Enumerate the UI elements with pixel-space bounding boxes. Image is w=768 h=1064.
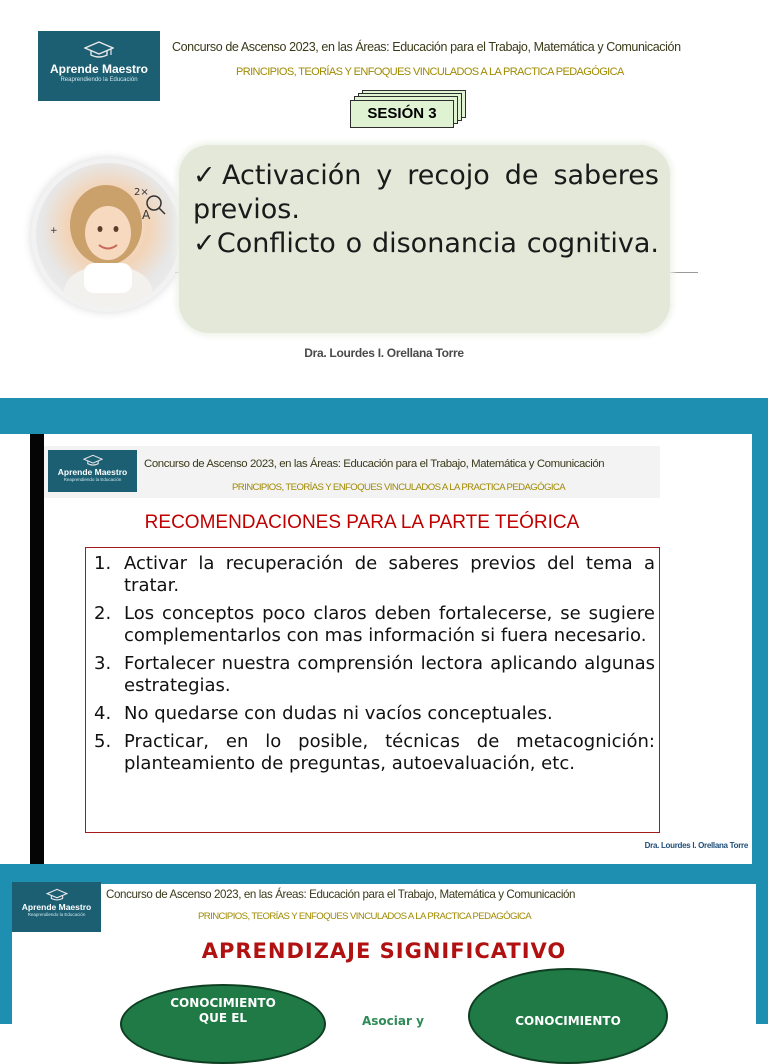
list-item: [94, 731, 655, 775]
separator-band: [0, 398, 768, 434]
left-concept-text: CONOCIMIENTO QUE EL: [170, 996, 276, 1025]
item-text: Practicar, en lo posible, técnicas de metacognición: planteamiento de preguntas, autoevaluación, etc.: [124, 731, 655, 774]
logo: [48, 450, 137, 492]
author-name: Dra. Lourdes I. Orellana Torre: [644, 841, 748, 850]
item-number: 1.: [94, 553, 112, 574]
divider-right: [668, 272, 698, 273]
slide-1: [0, 0, 768, 398]
objective-item: ✓Conflicto o disonancia cognitiva.: [193, 228, 659, 259]
slide-3: [0, 864, 768, 1028]
student-photo: [36, 163, 180, 307]
logo-tagline: Reaprendiendo la Educación: [60, 77, 138, 83]
session-label: SESIÓN 3: [367, 105, 437, 122]
header-subtitle: PRINCIPIOS, TEORÍAS Y ENFOQUES VINCULADOS A LA PRACTICA PEDAGÓGICA: [232, 482, 566, 493]
logo-brand: Aprende Maestro: [49, 62, 149, 76]
svg-text:2×: 2×: [134, 187, 149, 198]
logo: [12, 882, 101, 932]
item-text: Los conceptos poco claros deben fortalecerse, se sugiere complementarlos con mas información si fuera necesario.: [124, 603, 655, 646]
item-text: Fortalecer nuestra comprensión lectora aplicando algunas estrategias.: [124, 653, 655, 696]
girl-illustration-icon: [36, 163, 180, 307]
objective-item: ✓Activación y recojo de saberes previos.: [193, 160, 659, 225]
item-number: 4.: [94, 703, 112, 724]
right-concept-text: CONOCIMIENTO: [515, 1014, 621, 1028]
list-item: [94, 653, 655, 697]
recommendations-box: [85, 547, 660, 833]
logo: [38, 31, 160, 101]
right-accent-bar: [752, 434, 768, 864]
item-number: 5.: [94, 731, 112, 752]
item-text: Activar la recuperación de saberes previos del tema a tratar.: [124, 553, 655, 596]
recommendations-heading: RECOMENDACIONES PARA LA PARTE TEÓRICA: [144, 512, 580, 533]
objectives-box: [179, 145, 670, 333]
header-title: Concurso de Ascenso 2023, en las Áreas: Educación para el Trabajo, Matemática y Comunicación: [144, 458, 605, 470]
graduation-cap-icon: [84, 40, 114, 60]
logo-tagline: Reaprendiendo la Educación: [63, 477, 122, 482]
session-badge: [350, 94, 470, 134]
objectives-list: [193, 159, 659, 261]
header-subtitle: PRINCIPIOS, TEORÍAS Y ENFOQUES VINCULADOS A LA PRACTICA PEDAGÓGICA: [236, 66, 624, 78]
right-concept-ellipse: [468, 968, 668, 1064]
item-number: 3.: [94, 653, 112, 674]
svg-text:+: +: [50, 226, 58, 236]
slide-2: [0, 434, 768, 864]
left-concept-ellipse: [120, 984, 326, 1064]
list-item: [94, 603, 655, 647]
svg-text:A: A: [142, 208, 151, 222]
logo-brand: Aprende Maestro: [21, 902, 92, 912]
recommendations-list: [94, 553, 655, 781]
meaningful-learning-heading: APRENDIZAJE SIGNIFICATIVO: [201, 939, 567, 963]
graduation-cap-icon: [83, 454, 103, 467]
header-title: Concurso de Ascenso 2023, en las Áreas: Educación para el Trabajo, Matemática y Comunicación: [172, 40, 681, 54]
logo-brand: Aprende Maestro: [57, 467, 128, 477]
item-number: 2.: [94, 603, 112, 624]
header-subtitle: PRINCIPIOS, TEORÍAS Y ENFOQUES VINCULADOS A LA PRACTICA PEDAGÓGICA: [198, 911, 532, 922]
item-text: No quedarse con dudas ni vacíos conceptuales.: [124, 703, 553, 724]
left-accent-bar: [30, 434, 44, 864]
author-name: Dra. Lourdes I. Orellana Torre: [304, 346, 464, 360]
list-item: [94, 553, 655, 597]
associate-label: Asociar y: [362, 1014, 424, 1028]
list-item: [94, 703, 655, 725]
graduation-cap-icon: [46, 888, 68, 902]
header-title: Concurso de Ascenso 2023, en las Áreas: Educación para el Trabajo, Matemática y Comunicación: [106, 888, 576, 901]
logo-tagline: Reaprendiendo la Educación: [27, 912, 86, 917]
